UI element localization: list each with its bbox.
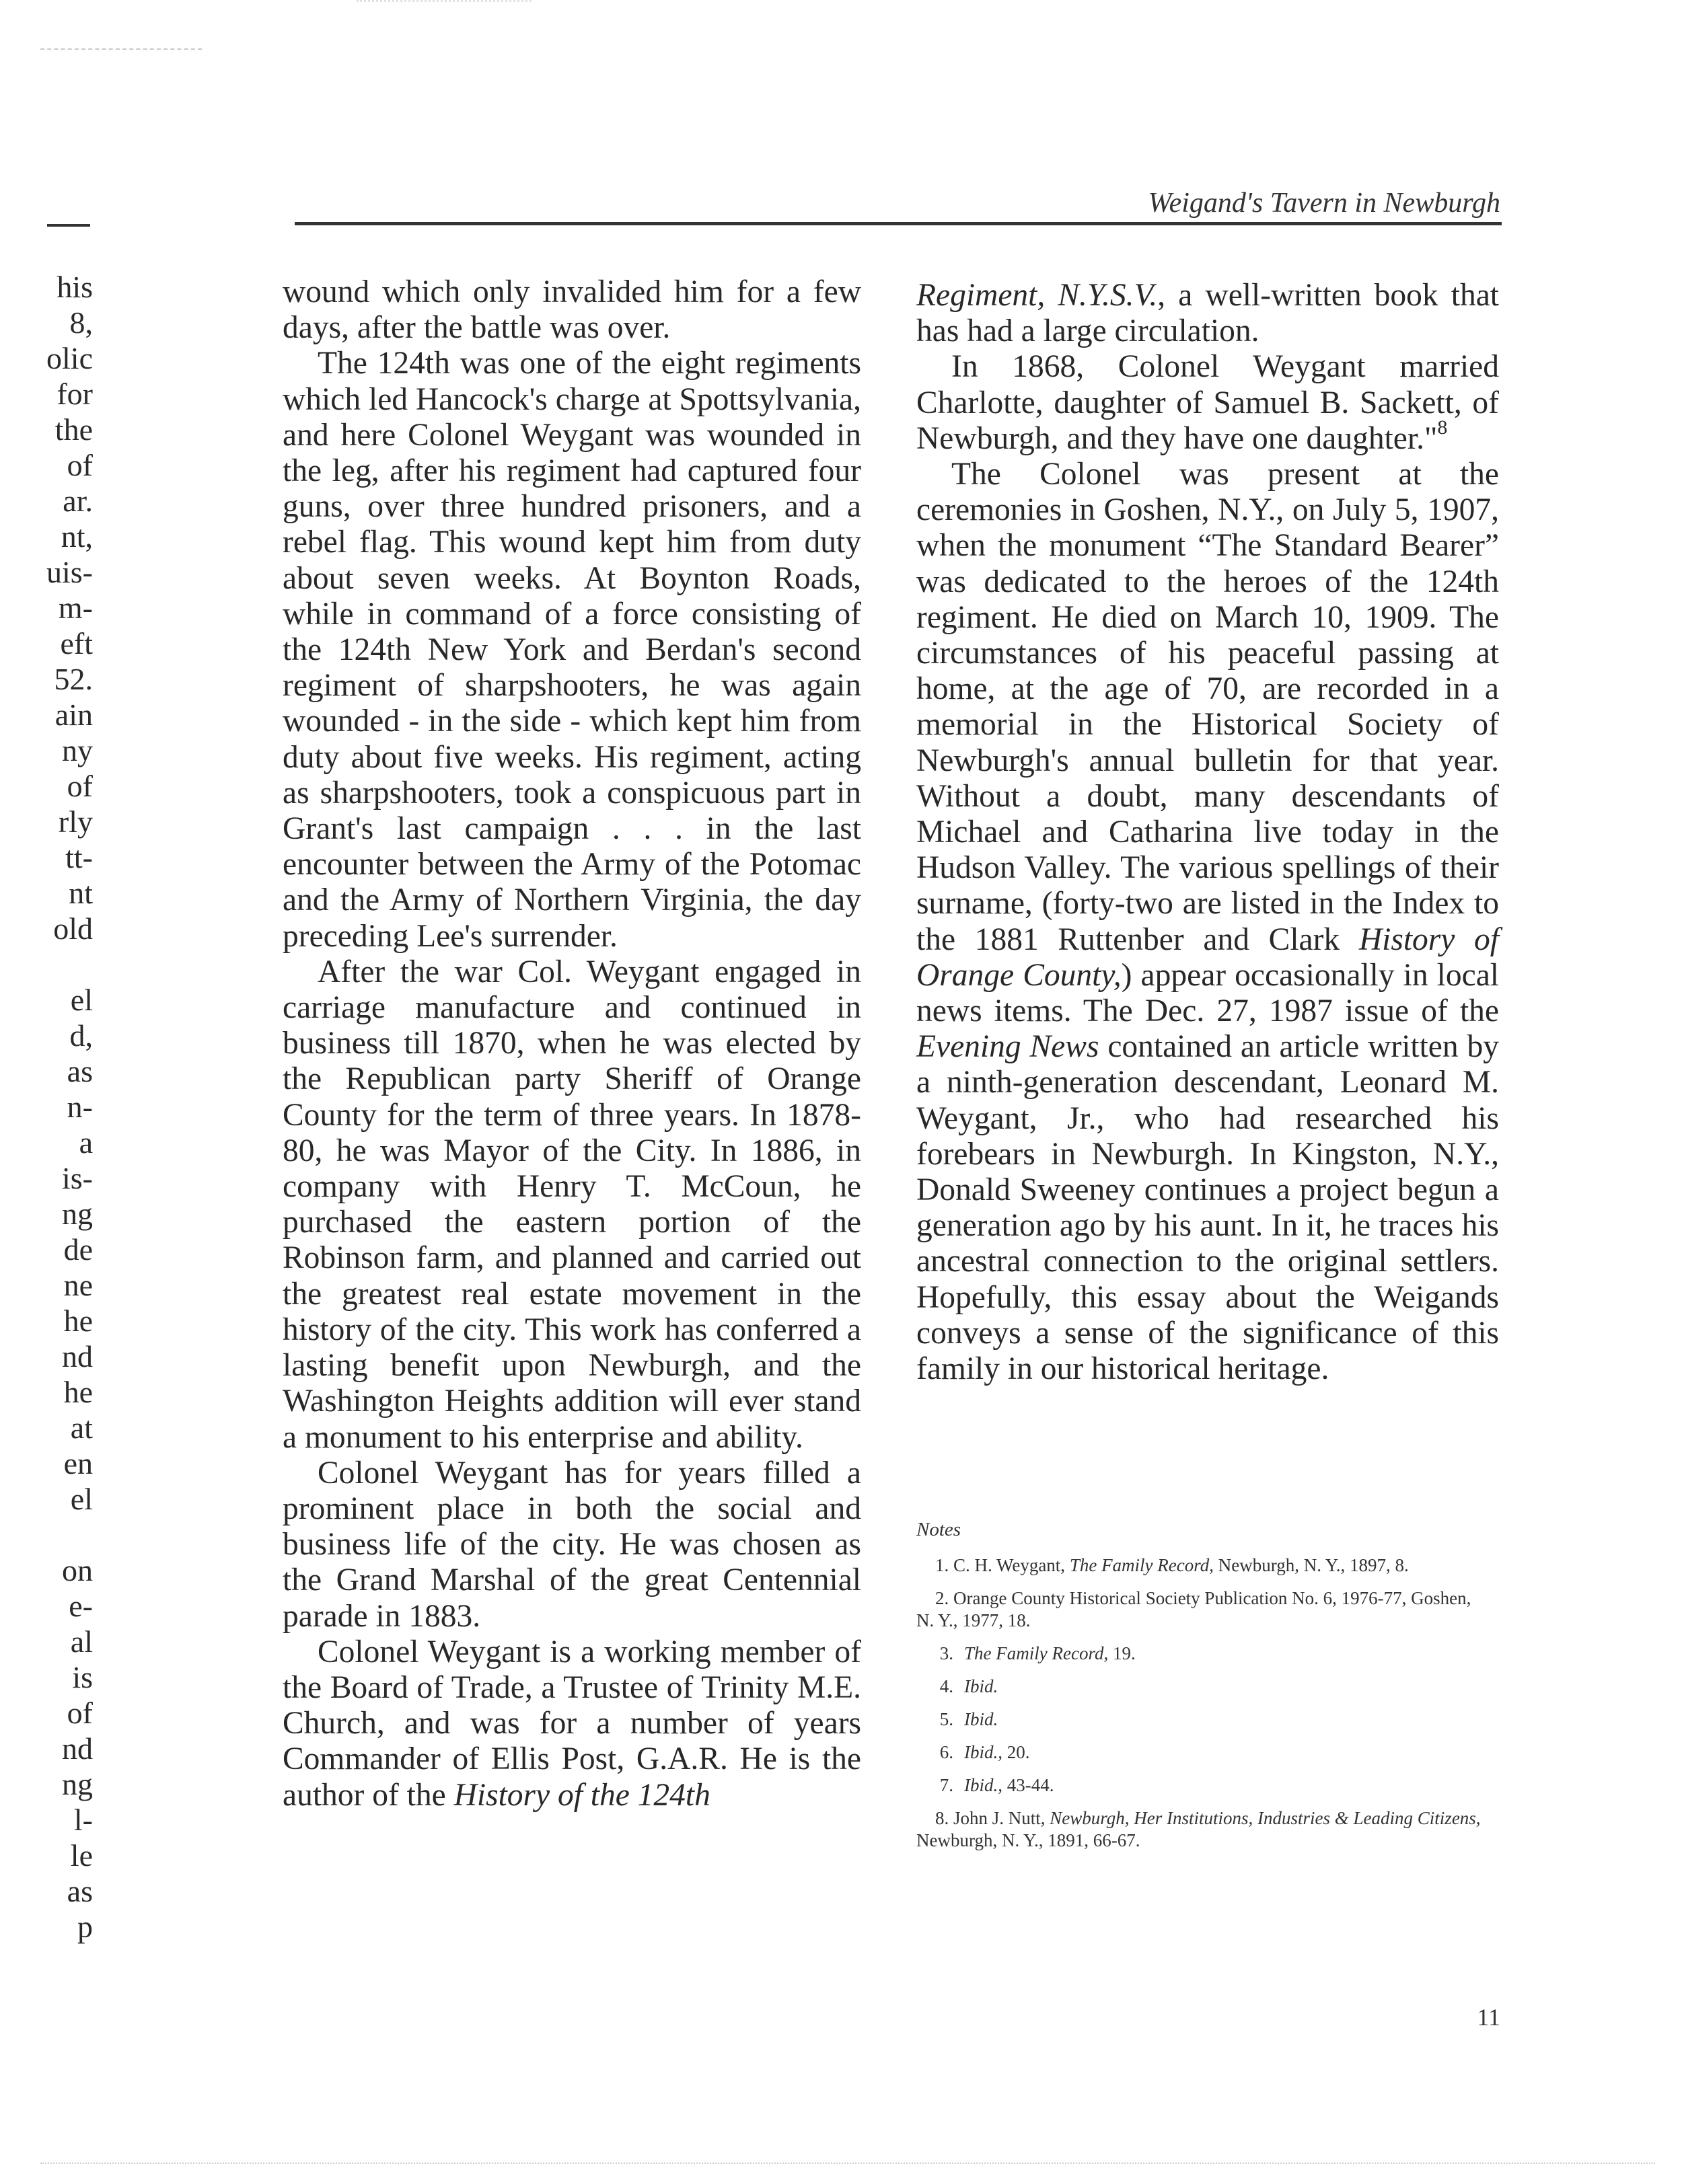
- margin-fragment: is-: [62, 1161, 93, 1195]
- margin-fragment: el: [70, 983, 93, 1017]
- margin-fragment: at: [70, 1410, 93, 1445]
- paragraph: The Colonel was present at the ceremonies in Goshen, N.Y., on July 5, 1907, when the monument “The Standard Bearer” was dedicated to the heroes of the 124th regiment. He died on March 10, 1909. The circumstances of his peaceful passing at home, at the age of 70, are recorded in a memorial in the Historical Society of Newburgh's annual bulletin for that year. Without a doubt, many descendants of Michael and Catharina live today in the Hudson Valley. The various spellings of their surname, (forty-two are listed in the Index to the 1881 Ruttenber and Clark History of Orange County,) appear occasionally in local news items. The Dec. 27, 1987 issue of the Evening News contained an article written by a ninth-generation descendant, Leonard M. Weygant, Jr., who had researched his forebears in Newburgh. In Kingston, N.Y., Donald Sweeney continues a project begun a generation ago by his aunt. In it, he traces his ancestral connection to the original settlers. Hopefully, this essay about the Weigands conveys a sense of the significance of this family in our historical heritage.: [916, 457, 1500, 1387]
- margin-fragment: the: [54, 412, 93, 447]
- margin-fragment: nd: [62, 1731, 93, 1766]
- margin-fragment: uis-: [46, 555, 93, 589]
- notes-list: [916, 1554, 1488, 1852]
- scan-artifact-top: [357, 0, 532, 10]
- note-number: 1.: [935, 1555, 949, 1575]
- note-body: [964, 1774, 1488, 1797]
- margin-fragment: on: [62, 1553, 93, 1587]
- note-text: 20.: [1002, 1742, 1030, 1762]
- margin-fragment: 8,: [69, 305, 93, 340]
- margin-fragment: 52.: [54, 662, 93, 696]
- note-item: [916, 1807, 1488, 1852]
- margin-fragment: ng: [62, 1767, 93, 1801]
- footnote-marker: 8: [1437, 416, 1448, 439]
- margin-fragment: le: [70, 1838, 93, 1873]
- book-title: History of the 124th: [453, 1777, 710, 1813]
- page-number: 11: [1477, 2004, 1500, 2031]
- margin-fragment: of: [67, 1696, 93, 1730]
- margin-fragment: ar.: [63, 484, 93, 518]
- note-item: [916, 1643, 1488, 1665]
- header-rule: [295, 222, 1502, 225]
- notes-heading: Notes: [916, 1519, 961, 1540]
- margin-fragment: his: [57, 270, 93, 304]
- note-body: [964, 1741, 1488, 1764]
- paragraph: Colonel Weygant has for years filled a prominent place in both the social and business life of the city. He was chosen as the Grand Marshal of the great Centennial parade in 1883.: [283, 1455, 861, 1634]
- margin-fragment: e-: [69, 1589, 93, 1623]
- book-title: History of Orange County,: [916, 921, 1500, 993]
- newspaper-title: Evening News: [916, 1029, 1099, 1065]
- margin-fragment: he: [63, 1375, 93, 1409]
- notes-section: [916, 1519, 1488, 1862]
- margin-fragment: n-: [67, 1090, 93, 1124]
- note-italic: The Family Record,: [964, 1643, 1109, 1663]
- note-body: [964, 1675, 1488, 1698]
- margin-fragment: is: [72, 1660, 93, 1694]
- paragraph: wound which only invalided him for a few days, after the battle was over.: [283, 274, 861, 346]
- paragraph: In 1868, Colonel Weygant married Charlotte, daughter of Samuel B. Sackett, of Newburgh, and they have one daughter."$^8$: [916, 349, 1499, 456]
- note-number: 3.: [939, 1643, 953, 1663]
- margin-fragment: as: [67, 1054, 93, 1088]
- left-column: [283, 274, 861, 1813]
- margin-fragment: ng: [62, 1197, 93, 1231]
- margin-fragment: a: [79, 1125, 93, 1160]
- margin-fragment: [35, 946, 93, 982]
- margin-fragment: al: [70, 1624, 93, 1659]
- note-italic: Newburgh, Her Institutions, Industries & Leading Citizens,: [1050, 1808, 1481, 1828]
- note-text: 19.: [1108, 1643, 1136, 1663]
- note-number: 8.: [935, 1808, 949, 1828]
- note-text: John J. Nutt,: [953, 1808, 1050, 1828]
- note-item: [916, 1554, 1488, 1577]
- margin-fragment: nd: [62, 1339, 93, 1373]
- note-number: 2.: [935, 1588, 949, 1608]
- margin-fragment: he: [63, 1304, 93, 1338]
- margin-fragment: old: [53, 911, 93, 946]
- note-number: 6.: [939, 1742, 953, 1762]
- margin-fragment: for: [57, 377, 93, 411]
- note-item: [916, 1741, 1488, 1764]
- margin-fragment: m-: [58, 591, 93, 625]
- margin-fragment: ne: [63, 1268, 93, 1302]
- paragraph: After the war Col. Weygant engaged in carriage manufacture and continued in business till 1870, when he was elected by the Republican party Sheriff of Orange County for the term of three years. In 1878-80, he was Mayor of the City. In 1886, in company with Henry T. McCoun, he purchased the eastern portion of the Robinson farm, and planned and carried out the greatest real estate movement in the history of the city. This work has conferred a lasting benefit upon Newburgh, and the Washington Heights addition will ever stand a monument to his enterprise and ability.: [283, 954, 861, 1455]
- paragraph: Regiment, N.Y.S.V., a well-written book that has had a large circulation.: [916, 278, 1500, 349]
- note-item: [916, 1708, 1488, 1731]
- margin-fragment: nt: [69, 876, 93, 910]
- margin-fragment: eft: [60, 626, 93, 661]
- scan-artifact-left-top: [40, 48, 202, 50]
- margin-fragment: of: [67, 769, 93, 803]
- margin-fragment: as: [67, 1874, 93, 1908]
- note-text: C. H. Weygant,: [953, 1555, 1070, 1575]
- margin-fragment: [35, 1517, 93, 1552]
- margin-fragment: nt,: [61, 519, 93, 554]
- note-body: [964, 1708, 1488, 1731]
- note-number: 4.: [939, 1676, 953, 1696]
- adjacent-page-rule: [47, 224, 90, 227]
- margin-fragment: olic: [46, 341, 93, 375]
- margin-fragment: l-: [73, 1803, 93, 1837]
- note-italic: Ibid.: [964, 1709, 998, 1729]
- paragraph: The 124th was one of the eight regiments which led Hancock's charge at Spottsylvania, and here Colonel Weygant was wounded in the leg, after his regiment had captured four guns, over three hundred prisoners, and a rebel flag. This wound kept him from duty about seven weeks. At Boynton Roads, while in command of a force consisting of the 124th New York and Berdan's second regiment of sharpshooters, he was again wounded - in the side - which kept him from duty about five weeks. His regiment, acting as sharpshooters, took a conspicuous part in Grant's last campaign . . . in the last encounter between the Army of the Potomac and the Army of Northern Virginia, the day preceding Lee's surrender.: [283, 346, 861, 954]
- book-title: Regiment, N.Y.S.V.: [916, 278, 1158, 313]
- margin-fragment: d,: [69, 1018, 93, 1053]
- note-item: [916, 1774, 1488, 1797]
- adjacent-page-fragments: [35, 269, 93, 1945]
- margin-fragment: of: [67, 448, 93, 482]
- note-number: 5.: [939, 1709, 953, 1729]
- note-text: Newburgh, N. Y., 1897, 8.: [1214, 1555, 1409, 1575]
- note-text: 43-44.: [1002, 1775, 1054, 1795]
- note-item: [916, 1675, 1488, 1698]
- scan-artifact-bottom: [40, 2162, 1655, 2164]
- note-text: Orange County Historical Society Publication No. 6, 1976-77, Goshen, N. Y., 1977, 18.: [916, 1588, 1471, 1630]
- margin-fragment: p: [77, 1910, 93, 1944]
- margin-fragment: de: [63, 1232, 93, 1267]
- margin-fragment: rly: [58, 804, 93, 839]
- margin-fragment: el: [70, 1482, 93, 1516]
- note-italic: The Family Record,: [1069, 1555, 1214, 1575]
- margin-fragment: en: [63, 1446, 93, 1480]
- margin-fragment: ny: [62, 733, 93, 767]
- note-text: Newburgh, N. Y., 1891, 66-67.: [916, 1830, 1140, 1850]
- paragraph: Colonel Weygant is a working member of the Board of Trade, a Trustee of Trinity M.E. Church, and was for a number of years Commander of Ellis Post, G.A.R. He is the author of the History of the 124th: [283, 1634, 861, 1813]
- note-number: 7.: [939, 1775, 953, 1795]
- right-column: [916, 278, 1499, 1387]
- margin-fragment: ain: [54, 698, 93, 732]
- note-italic: Ibid.,: [964, 1742, 1002, 1762]
- margin-fragment: tt-: [65, 840, 93, 874]
- note-body: [964, 1643, 1488, 1665]
- running-header: Weigand's Tavern in Newburgh: [1148, 188, 1500, 219]
- note-italic: Ibid.: [964, 1676, 998, 1696]
- note-italic: Ibid.,: [964, 1775, 1002, 1795]
- note-item: [916, 1587, 1488, 1632]
